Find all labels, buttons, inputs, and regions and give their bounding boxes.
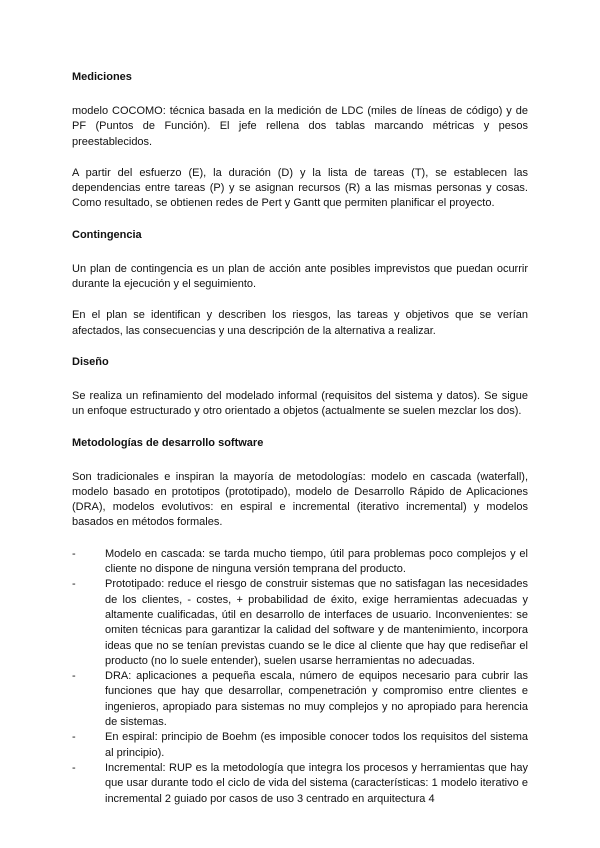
paragraph-contingency-plan: Un plan de contingencia es un plan de acción ante posibles imprevistos que puedan ocurrir durante la ejecución y el seguimiento. <box>72 262 528 291</box>
paragraph-pert-gantt: A partir del esfuerzo (E), la duración (D) y la lista de tareas (T), se establecen las dependencias entre tareas (P) y se asignan recursos (R) a las mismas personas y cosas. Como resultado, se obtienen redes de Pert y Gantt que permiten planificar el proyecto. <box>72 166 528 210</box>
list-item-prototipado: - Prototipado: reduce el riesgo de construir sistemas que no satisfagan las necesidades de los clientes, - costes, + probabilidad de éxito, exige herramientas adecuadas y altamente cualificadas, útil en desarrollo de interfaces de usuario. Inconvenientes: se omiten técnicas para garantizar la calidad del software y de mantenimiento, incorpora ideas que no se tenían previstas cuando se le dice al cliente que hay que rediseñar el producto (no lo suele entender), suelen usarse herramientas no adecuadas. <box>105 577 528 669</box>
heading-mediciones: Mediciones <box>72 71 132 83</box>
list-item-dra: - DRA: aplicaciones a pequeña escala, número de equipos necesario para cubrir las funciones que hay que desarrollar, compenetración y compromiso entre clientes e ingenieros, apropiado para sistemas no muy complejos y no apropiado para herencia de sistemas. <box>105 669 528 730</box>
methodology-list <box>72 547 528 807</box>
list-item-cascada: - Modelo en cascada: se tarda mucho tiempo, útil para problemas poco complejos y el cliente no dispone de ninguna versión temprana del producto. <box>105 547 528 578</box>
document-page <box>72 70 528 807</box>
list-item-espiral: - En espiral: principio de Boehm (es imposible conocer todos los requisitos del sistema al principio). <box>105 730 528 761</box>
paragraph-design: Se realiza un refinamiento del modelado informal (requisitos del sistema y datos). Se sigue un enfoque estructurado y otro orientado a objetos (actualmente se suelen mezclar los dos). <box>72 389 528 418</box>
heading-metodologias: Metodologías de desarrollo software <box>72 436 264 449</box>
paragraph-cocomo: modelo COCOMO: técnica basada en la medición de LDC (miles de líneas de código) y de PF (Puntos de Función). El jefe rellena dos tablas marcando métricas y pesos preestablecidos. <box>72 105 528 148</box>
paragraph-methodologies: Son tradicionales e inspiran la mayoría de metodologías: modelo en cascada (waterfall), modelo basado en prototipos (prototipado), modelo de Desarrollo Rápido de Aplicaciones (DRA), modelos evolutivos: en espiral e incremental (iterativo incremental) y modelos basados en métodos formales. <box>72 470 528 529</box>
heading-diseno: Diseño <box>72 355 109 368</box>
paragraph-contingency-risks: En el plan se identifican y describen los riesgos, las tareas y objetivos que se verían afectados, las consecuencias y una descripción de la alternativa a realizar. <box>72 309 528 337</box>
list-item-incremental: - Incremental: RUP es la metodología que integra los procesos y herramientas que hay que usar durante todo el ciclo de vida del sistema (características: 1 modelo iterativo e incremental 2 guiado por casos de uso 3 centrado en arquitectura 4 <box>105 761 528 807</box>
heading-contingencia: Contingencia <box>72 228 142 241</box>
